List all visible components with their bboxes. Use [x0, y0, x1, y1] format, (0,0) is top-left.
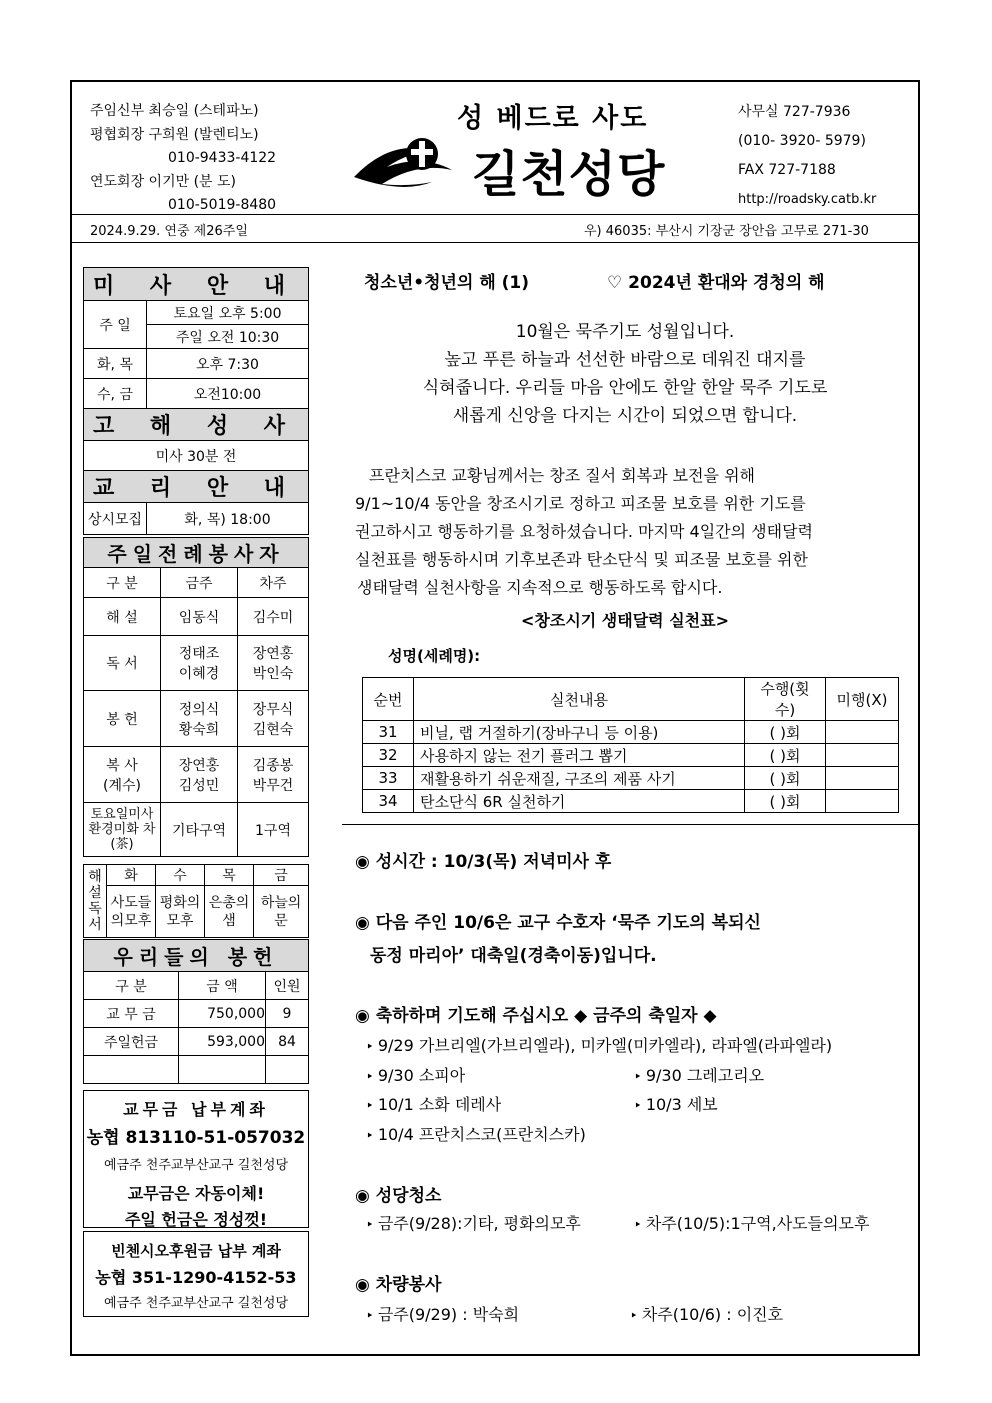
account-holder: 예금주 천주교부산교구 길천성당: [103, 1158, 289, 1173]
off-col-people: 인원: [266, 972, 309, 1000]
row-count[interactable]: ( )회: [745, 767, 826, 790]
vincent-title: 빈첸시오후원금 납부 계좌: [111, 1242, 281, 1260]
name-label: 성명(세례명):: [388, 647, 481, 665]
commentary-next: 김수미: [238, 598, 309, 636]
off-row-label: 주일헌금: [84, 1028, 179, 1056]
weekday-label: 해설독서: [84, 865, 107, 938]
col-next: 차주: [238, 568, 309, 598]
intro-paragraph: 10월은 묵주기도 성월입니다. 높고 푸른 하늘과 선선한 바람으로 데워진 대지를 식혀줍니다. 우리들 마음 안에도 한알 한알 묵주 기도로 새롭게 신앙을 다지는 시간이 되었으면 합니다.: [422, 322, 828, 426]
address: 우) 46035: 부산시 기장군 장안읍 고무로 271-30: [584, 224, 869, 239]
feast-item: ‣ 10/4 프란치스코(프란치스카): [366, 1122, 586, 1145]
row-no: 34: [363, 790, 414, 813]
holy-hour-notice: ◉ 성시간 : 10/3(목) 저녁미사 후: [355, 852, 612, 872]
row-no: 32: [363, 744, 414, 767]
feast-item: ‣ 9/30 그레고리오: [634, 1063, 764, 1086]
next-sunday-notice-l2: 동정 마리아’ 대축일(경축이동)입니다.: [370, 946, 657, 966]
account-bank: 농협 813110-51-057032: [86, 1128, 306, 1148]
council-head: 평협회장 구희원 (발렌티노): [90, 126, 259, 143]
weekday-readers-table: [83, 864, 309, 938]
vincent-bank: 농협 351-1290-4152-53: [95, 1268, 297, 1287]
row-item: 재활용하기 쉬운재질, 구조의 제품 사기: [414, 767, 745, 790]
group-wed: 평화의모후: [156, 886, 205, 938]
account-title: 교무금 납부계좌: [123, 1100, 269, 1119]
tue-mass-time: 오후 7:30: [147, 349, 309, 379]
feast-item: ‣ 10/3 세보: [634, 1092, 718, 1115]
day-thu: 목: [205, 865, 254, 886]
vehicle-title: ◉ 차량봉사: [355, 1275, 442, 1295]
calendar-title: <창조시기 생태달력 실천표>: [521, 611, 729, 630]
mass-title: 미 사 안 내: [84, 268, 309, 301]
tue-label: 화, 목: [84, 349, 147, 379]
feast-title: ◉ 축하하며 기도해 주십시오 ◆ 금주의 축일자 ◆: [355, 1006, 717, 1026]
row-missed[interactable]: [826, 790, 899, 813]
mass-schedule-table: [83, 267, 309, 535]
off-row-people: 9: [266, 1000, 309, 1028]
vincent-holder: 예금주 천주교부산교구 길천성당: [103, 1296, 289, 1311]
off-col-amount: 금 액: [179, 972, 266, 1000]
reader-this: 정태조 이혜경: [161, 636, 238, 691]
day-tue: 화: [107, 865, 156, 886]
server-next: 김종봉 박무건: [238, 747, 309, 803]
bulletin-frame: [70, 80, 920, 1356]
church-name: 길천성당: [472, 146, 666, 203]
website-link[interactable]: http://roadsky.catb.kr: [738, 192, 877, 207]
reader-label: 독 서: [84, 636, 161, 691]
offerings-table: [83, 939, 309, 1084]
server-label: 복 사 (계수): [84, 747, 161, 803]
col-missed: 미행(X): [826, 678, 899, 721]
bulletin-date: 2024.9.29. 연중 제26주일: [90, 224, 248, 239]
creation-paragraph: 프란치스코 교황님께서는 창조 질서 회복과 보전을 위해 9/1~10/4 동안을 창조시기로 정하고 피조물 보호를 위한 기도를 권고하시고 행동하기를 요청하셨습니다. 마지막 4일간의 생태달력 실천표를 행동하시며 기후보존과 탄소단식 및 피조물 보호를 위한 생태달력 실천사항을 지속적으로 행동하도록 합시다.: [355, 466, 814, 597]
vehicle-this: ‣ 금주(9/29) : 박숙희: [366, 1302, 519, 1325]
servers-title: 주일전례봉사자: [84, 538, 309, 568]
banner-right: ♡ 2024년 환대와 경청의 해: [607, 273, 825, 293]
staff-info: [90, 100, 276, 218]
row-no: 31: [363, 721, 414, 744]
col-div: 구 분: [84, 568, 161, 598]
row-missed[interactable]: [826, 721, 899, 744]
day-wed: 수: [156, 865, 205, 886]
catechism-label: 상시모집: [84, 503, 147, 535]
day-fri: 금: [254, 865, 309, 886]
group-tue: 사도들의모후: [107, 886, 156, 938]
off-row-amount: 750,000: [179, 1000, 266, 1028]
row-missed[interactable]: [826, 744, 899, 767]
offering-this: 정의식 황숙희: [161, 691, 238, 747]
account-box: [83, 1090, 309, 1228]
confession-time: 미사 30분 전: [84, 441, 309, 471]
office-phone: 사무실 727-7936: [738, 104, 851, 120]
mobile-phone: (010- 3920- 5979): [738, 133, 866, 149]
env-next: 1구역: [238, 803, 309, 857]
offerings-title: 우리들의 봉헌: [84, 940, 309, 972]
env-this: 기타구역: [161, 803, 238, 857]
catechism-time: 화, 목) 18:00: [147, 503, 309, 535]
col-this: 금주: [161, 568, 238, 598]
servers-table: [83, 537, 309, 857]
cleaning-title: ◉ 성당청소: [355, 1186, 442, 1206]
section-divider: [342, 824, 918, 825]
sun-mass-time: 주일 오전 10:30: [147, 325, 309, 349]
wed-label: 수, 금: [84, 379, 147, 409]
row-item: 탄소단식 6R 실천하기: [414, 790, 745, 813]
cleaning-next: ‣ 차주(10/5):1구역,사도들의모후: [634, 1211, 869, 1234]
confession-title: 고 해 성 사: [84, 409, 309, 441]
row-item: 비닐, 랩 거절하기(장바구니 등 이용): [414, 721, 745, 744]
offering-next: 장무식 김현숙: [238, 691, 309, 747]
group-thu: 은총의샘: [205, 886, 254, 938]
row-count[interactable]: ( )회: [745, 744, 826, 767]
pastor: 주임신부 최승일 (스테파노): [90, 103, 259, 119]
church-logo-icon: [352, 132, 472, 192]
server-this: 장연홍 김성민: [161, 747, 238, 803]
sunday-label: 주 일: [84, 301, 147, 349]
fax: FAX 727-7188: [738, 162, 836, 178]
row-item: 사용하지 않는 전기 플러그 뽑기: [414, 744, 745, 767]
youth-head: 연도회장 이기만 (분 도): [90, 173, 236, 190]
patron-title: 성 베드로 사도: [457, 103, 649, 134]
feast-item: ‣ 10/1 소화 데레사: [366, 1092, 501, 1115]
col-no: 순번: [363, 678, 414, 721]
col-count: 수행(횟수): [745, 678, 826, 721]
next-sunday-notice-l1: ◉ 다음 주인 10/6은 교구 수호자 ‘묵주 기도의 복되신: [355, 913, 761, 933]
col-item: 실천내용: [414, 678, 745, 721]
council-phone: 010-9433-4122: [168, 150, 277, 166]
vehicle-next: ‣ 차주(10/6) : 이진호: [630, 1302, 783, 1325]
catechism-title: 교 리 안 내: [84, 471, 309, 503]
row-count[interactable]: ( )회: [745, 790, 826, 813]
vincent-box: [83, 1231, 309, 1317]
banner-left: 청소년•청년의 해 (1): [364, 273, 530, 293]
feast-item: ‣ 9/29 가브리엘(가브리엘라), 미카엘(미카엘라), 라파엘(라파엘라): [366, 1033, 832, 1056]
sat-mass-time: 토요일 오후 5:00: [147, 301, 309, 325]
youth-phone: 010-5019-8480: [168, 197, 277, 213]
account-note1: 교무금은 자동이체!: [127, 1184, 265, 1203]
feast-item: ‣ 9/30 소피아: [366, 1063, 465, 1086]
commentary-this: 임동식: [161, 598, 238, 636]
off-row-label: 교 무 금: [84, 1000, 179, 1028]
row-missed[interactable]: [826, 767, 899, 790]
row-no: 33: [363, 767, 414, 790]
env-label: 토요일미사 환경미화 차(茶): [84, 803, 161, 857]
row-count[interactable]: ( )회: [745, 721, 826, 744]
cleaning-this: ‣ 금주(9/28):기타, 평화의모후: [366, 1211, 581, 1234]
off-col-div: 구 분: [84, 972, 179, 1000]
reader-next: 장연홍 박인숙: [238, 636, 309, 691]
group-fri: 하늘의문: [254, 886, 309, 938]
contact-info: [738, 98, 876, 214]
eco-calendar-table: [362, 677, 899, 813]
offering-label: 봉 헌: [84, 691, 161, 747]
wed-mass-time: 오전10:00: [147, 379, 309, 409]
commentary-label: 해 설: [84, 598, 161, 636]
off-row-people: 84: [266, 1028, 309, 1056]
off-row-amount: 593,000: [179, 1028, 266, 1056]
account-note2: 주일 헌금은 정성껏!: [124, 1210, 268, 1229]
